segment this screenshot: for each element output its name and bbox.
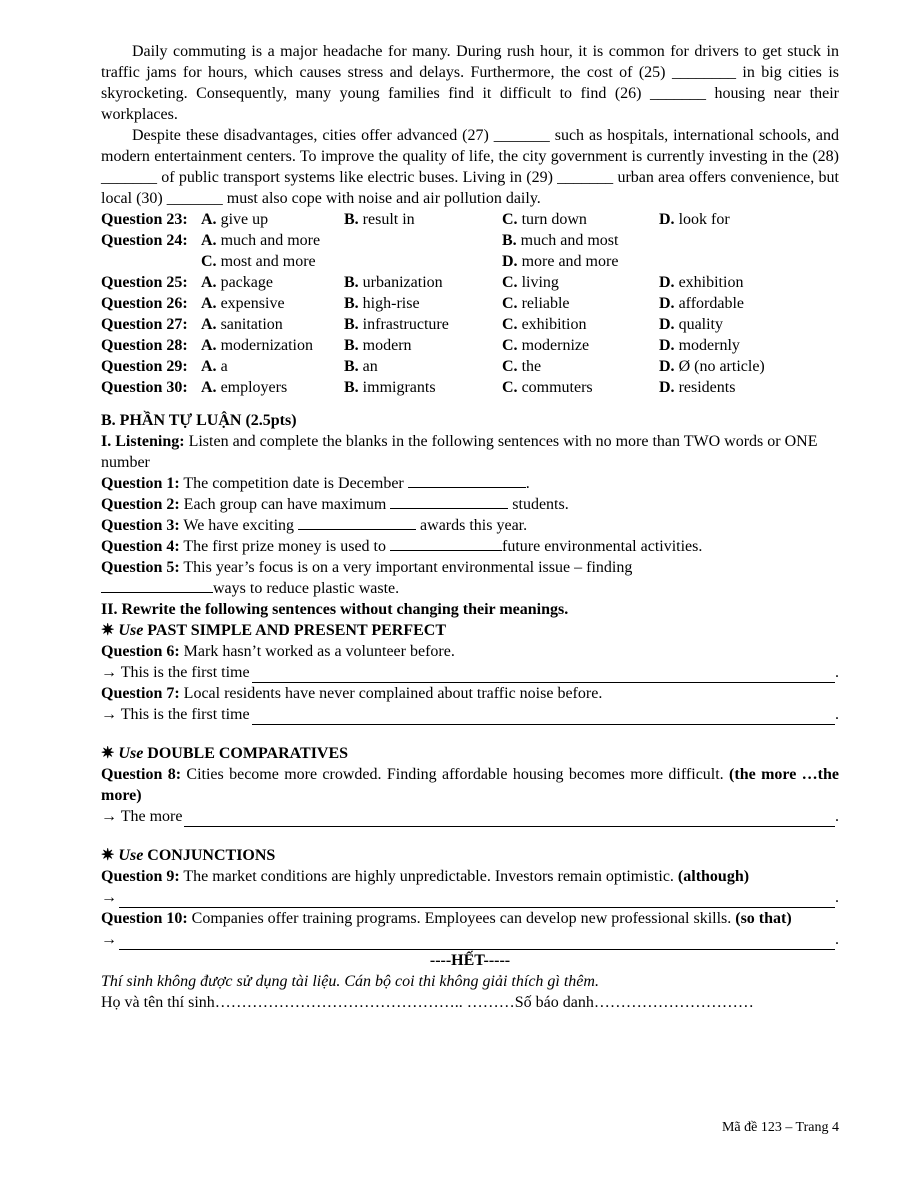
mcq-question-28-label: Question 28: [101, 337, 188, 354]
exam-page [101, 41, 839, 1013]
option-c: C. turn down [502, 211, 587, 228]
section-b [101, 410, 839, 1013]
option-d: D. affordable [659, 295, 745, 312]
question-8-answer: → The more . [101, 808, 839, 825]
option-a: A. give up [201, 211, 269, 228]
listening-question-2: Question 2: Each group can have maximum students. [101, 496, 569, 513]
question-9: Question 9: The market conditions are highly unpredictable. Investors remain optimistic. (although) [101, 868, 750, 885]
option-c: C. reliable [502, 295, 570, 312]
option-a: A. much and more [201, 232, 321, 249]
option-c: C. exhibition [502, 316, 587, 333]
question-9-answer: → . [101, 889, 839, 906]
option-b: B. urbanization [344, 274, 443, 291]
option-b: B. result in [344, 211, 415, 228]
option-a: A. expensive [201, 295, 285, 312]
mcq-question-26-label: Question 26: [101, 295, 188, 312]
star-icon: ✷ [101, 622, 115, 639]
option-d: D. modernly [659, 337, 740, 354]
answer-line[interactable] [119, 934, 835, 950]
option-a: A. a [201, 358, 228, 375]
option-a: A. employers [201, 379, 288, 396]
option-d: D. more and more [502, 253, 619, 270]
listening-question-5: Question 5: This year’s focus is on a very important environmental issue – finding [101, 559, 633, 576]
option-d: D. Ø (no article) [659, 358, 765, 375]
section-b-title: B. PHẦN TỰ LUẬN (2.5pts) [101, 412, 297, 429]
answer-line[interactable] [184, 811, 835, 827]
page-footer: Mã đề 123 – Trang 4 [721, 1120, 839, 1135]
question-7: Question 7: Local residents have never complained about traffic noise before. [101, 685, 603, 702]
answer-blank[interactable] [390, 494, 508, 509]
option-empty [659, 251, 839, 272]
answer-blank[interactable] [390, 536, 502, 551]
option-c: C. the [502, 358, 542, 375]
question-7-answer: → This is the first time . [101, 706, 839, 723]
star-icon: ✷ [101, 847, 115, 864]
answer-blank[interactable] [408, 473, 526, 488]
option-empty [659, 230, 839, 251]
option-b: B. immigrants [344, 379, 436, 396]
question-6-answer: → This is the first time . [101, 664, 839, 681]
use-past-simple-heading: ✷ Use PAST SIMPLE AND PRESENT PERFECT [101, 622, 447, 639]
mcq-question-23-label: Question 23: [101, 211, 188, 228]
listening-question-3: Question 3: We have exciting awards this year. [101, 517, 528, 534]
listening-instruction: I. Listening: Listen and complete the blanks in the following sentences with no more than TWO words or ONE number [101, 433, 818, 471]
option-c: C. commuters [502, 379, 593, 396]
passage-paragraph-2: Despite these disadvantages, cities offer advanced (27) _______ such as hospitals, international schools, and modern entertainment centers. To improve the quality of life, the city government is currently investing in the (28) _______ of public transport systems like electric buses. Living in (29) _______ urban area offers convenience, but local (30) _______ must also cope with noise and air pollution daily. [101, 127, 839, 207]
mcq-question-24-label: Question 24: [101, 232, 188, 249]
option-a: A. modernization [201, 337, 313, 354]
option-empty [101, 251, 201, 272]
use-double-comparatives-heading: ✷ Use DOUBLE COMPARATIVES [101, 745, 349, 762]
option-d: D. quality [659, 316, 723, 333]
answer-blank[interactable] [298, 515, 416, 530]
option-a: A. package [201, 274, 273, 291]
option-b: B. infrastructure [344, 316, 449, 333]
mcq-question-30-label: Question 30: [101, 379, 188, 396]
exam-note: Thí sinh không được sử dụng tài liệu. Cán bộ coi thi không giải thích gì thêm. [101, 973, 599, 990]
star-icon: ✷ [101, 745, 115, 762]
answer-blank[interactable] [101, 578, 213, 593]
listening-question-1: Question 1: The competition date is December . [101, 475, 530, 492]
passage-paragraph-1: Daily commuting is a major headache for many. During rush hour, it is common for drivers to get stuck in traffic jams for hours, which causes stress and delays. Furthermore, the cost of (25) ________ in big cities is skyrocketing. Consequently, many young families find it difficult to find (26) _______ housing near their workplaces. [101, 43, 839, 123]
question-6: Question 6: Mark hasn’t worked as a volunteer before. [101, 643, 455, 660]
option-d: D. exhibition [659, 274, 744, 291]
option-b: B. much and most [502, 232, 619, 249]
option-c: C. modernize [502, 337, 590, 354]
option-empty [344, 230, 502, 251]
question-10: Question 10: Companies offer training programs. Employees can develop new professional skills. (so that) [101, 910, 792, 927]
answer-line[interactable] [252, 667, 835, 683]
listening-question-4: Question 4: The first prize money is used to future environmental activities. [101, 538, 703, 555]
option-b: B. high-rise [344, 295, 420, 312]
option-d: D. residents [659, 379, 736, 396]
candidate-info-line: Họ và tên thí sinh……………………………………….. ………Số báo danh………………………… [101, 994, 754, 1011]
end-marker: ----HẾT----- [429, 952, 511, 969]
option-b: B. modern [344, 337, 412, 354]
question-10-answer: → . [101, 931, 839, 948]
mcq-question-27-label: Question 27: [101, 316, 188, 333]
option-a: A. sanitation [201, 316, 283, 333]
option-empty [344, 251, 502, 272]
answer-line[interactable] [119, 892, 835, 908]
listening-question-5-cont: ways to reduce plastic waste. [101, 578, 839, 599]
question-8: Question 8: Cities become more crowded. Finding affordable housing becomes more difficult. (the more …the more) [101, 766, 839, 804]
answer-line[interactable] [252, 709, 835, 725]
option-d: D. look for [659, 211, 730, 228]
mcq-question-25-label: Question 25: [101, 274, 188, 291]
mcq-question-29-label: Question 29: [101, 358, 188, 375]
option-c: C. living [502, 274, 559, 291]
option-b: B. an [344, 358, 378, 375]
option-c: C. most and more [201, 253, 316, 270]
use-conjunctions-heading: ✷ Use CONJUNCTIONS [101, 847, 276, 864]
mcq-table [101, 209, 839, 398]
rewrite-title: II. Rewrite the following sentences without changing their meanings. [101, 601, 569, 618]
